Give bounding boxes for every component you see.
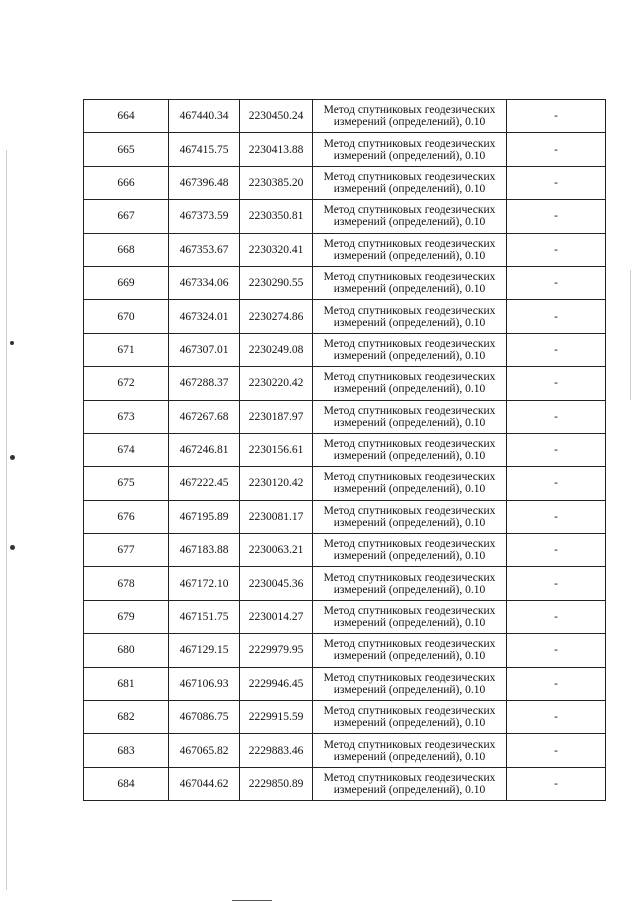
method-cell [313, 567, 507, 600]
point-number-cell: 680 [84, 634, 169, 667]
point-number-cell: 670 [84, 300, 169, 333]
table-row [84, 200, 606, 233]
point-number-cell: 681 [84, 667, 169, 700]
method-line-2: измерений (определений), 0.10 [333, 483, 486, 496]
method-cell [313, 767, 507, 800]
table-row [84, 433, 606, 466]
x-coordinate-cell: 467324.01 [169, 300, 240, 333]
note-cell: - [507, 400, 606, 433]
method-line-2: измерений (определений), 0.10 [333, 216, 486, 229]
method-line-1: Метод спутниковых геодезических [323, 638, 496, 651]
method-line-2: измерений (определений), 0.10 [333, 249, 486, 262]
x-coordinate-cell: 467307.01 [169, 333, 240, 366]
point-number-cell: 672 [84, 367, 169, 400]
table-row [84, 333, 606, 366]
method-line-1: Метод спутниковых геодезических [323, 705, 496, 718]
method-cell [313, 467, 507, 500]
x-coordinate-cell: 467106.93 [169, 667, 240, 700]
method-line-2: измерений (определений), 0.10 [333, 717, 486, 730]
coordinates-table-body [84, 100, 606, 801]
x-coordinate-cell: 467288.37 [169, 367, 240, 400]
note-cell: - [507, 133, 606, 166]
method-line-1: Метод спутниковых геодезических [323, 371, 496, 384]
y-coordinate-cell: 2230450.24 [240, 100, 313, 133]
point-number-cell: 676 [84, 500, 169, 533]
note-cell: - [507, 734, 606, 767]
point-number-cell: 665 [84, 133, 169, 166]
note-cell: - [507, 166, 606, 199]
point-number-cell: 674 [84, 433, 169, 466]
table-row [84, 701, 606, 734]
punch-hole-mark [10, 341, 14, 345]
method-line-2: измерений (определений), 0.10 [333, 617, 486, 630]
note-cell: - [507, 433, 606, 466]
method-line-2: измерений (определений), 0.10 [333, 516, 486, 529]
note-cell: - [507, 200, 606, 233]
x-coordinate-cell: 467044.62 [169, 767, 240, 800]
table-row [84, 367, 606, 400]
x-coordinate-cell: 467195.89 [169, 500, 240, 533]
note-cell: - [507, 667, 606, 700]
method-line-1: Метод спутниковых геодезических [323, 772, 496, 784]
note-cell: - [507, 266, 606, 299]
y-coordinate-cell: 2230290.55 [240, 266, 313, 299]
method-cell [313, 701, 507, 734]
y-coordinate-cell: 2230156.61 [240, 433, 313, 466]
x-coordinate-cell: 467129.15 [169, 634, 240, 667]
footer-stroke [232, 900, 272, 901]
method-cell [313, 200, 507, 233]
note-cell: - [507, 600, 606, 633]
x-coordinate-cell: 467334.06 [169, 266, 240, 299]
method-line-2: измерений (определений), 0.10 [333, 683, 486, 696]
method-line-1: Метод спутниковых геодезических [323, 237, 496, 250]
note-cell: - [507, 567, 606, 600]
point-number-cell: 683 [84, 734, 169, 767]
table-row [84, 166, 606, 199]
method-line-1: Метод спутниковых геодезических [323, 337, 496, 350]
method-cell [313, 734, 507, 767]
y-coordinate-cell: 2230274.86 [240, 300, 313, 333]
x-coordinate-cell: 467396.48 [169, 166, 240, 199]
method-cell [313, 333, 507, 366]
y-coordinate-cell: 2229915.59 [240, 701, 313, 734]
punch-hole-mark [10, 545, 15, 550]
method-cell [313, 100, 507, 133]
y-coordinate-cell: 2230220.42 [240, 367, 313, 400]
method-line-1: Метод спутниковых геодезических [323, 538, 496, 551]
method-line-1: Метод спутниковых геодезических [323, 271, 496, 284]
x-coordinate-cell: 467172.10 [169, 567, 240, 600]
table-row [84, 233, 606, 266]
method-line-2: измерений (определений), 0.10 [333, 182, 486, 195]
method-cell [313, 166, 507, 199]
y-coordinate-cell: 2230413.88 [240, 133, 313, 166]
y-coordinate-cell: 2230120.42 [240, 467, 313, 500]
method-cell [313, 433, 507, 466]
x-coordinate-cell: 467065.82 [169, 734, 240, 767]
point-number-cell: 667 [84, 200, 169, 233]
point-number-cell: 669 [84, 266, 169, 299]
note-cell: - [507, 233, 606, 266]
x-coordinate-cell: 467222.45 [169, 467, 240, 500]
x-coordinate-cell: 467151.75 [169, 600, 240, 633]
point-number-cell: 668 [84, 233, 169, 266]
method-line-2: измерений (определений), 0.10 [333, 750, 486, 763]
y-coordinate-cell: 2230014.27 [240, 600, 313, 633]
x-coordinate-cell: 467373.59 [169, 200, 240, 233]
point-number-cell: 675 [84, 467, 169, 500]
method-cell [313, 300, 507, 333]
note-cell: - [507, 300, 606, 333]
method-cell [313, 634, 507, 667]
x-coordinate-cell: 467415.75 [169, 133, 240, 166]
point-number-cell: 678 [84, 567, 169, 600]
note-cell: - [507, 467, 606, 500]
table-row [84, 567, 606, 600]
method-line-2: измерений (определений), 0.10 [333, 116, 486, 129]
punch-hole-mark [10, 455, 15, 460]
point-number-cell: 679 [84, 600, 169, 633]
y-coordinate-cell: 2230385.20 [240, 166, 313, 199]
method-line-1: Метод спутниковых геодезических [323, 104, 496, 117]
x-coordinate-cell: 467183.88 [169, 534, 240, 567]
x-coordinate-cell: 467246.81 [169, 433, 240, 466]
note-cell: - [507, 634, 606, 667]
table-row [84, 534, 606, 567]
x-coordinate-cell: 467440.34 [169, 100, 240, 133]
method-line-2: измерений (определений), 0.10 [333, 650, 486, 663]
table-row [84, 467, 606, 500]
scan-edge-right [630, 270, 631, 400]
table-row [84, 300, 606, 333]
y-coordinate-cell: 2230063.21 [240, 534, 313, 567]
point-number-cell: 682 [84, 701, 169, 734]
method-cell [313, 534, 507, 567]
method-cell [313, 133, 507, 166]
method-line-2: измерений (определений), 0.10 [333, 583, 486, 596]
y-coordinate-cell: 2230081.17 [240, 500, 313, 533]
note-cell: - [507, 767, 606, 800]
method-line-2: измерений (определений), 0.10 [333, 550, 486, 563]
method-line-1: Метод спутниковых геодезических [323, 204, 496, 217]
coordinates-table [83, 99, 606, 801]
method-line-2: измерений (определений), 0.10 [333, 316, 486, 329]
method-line-1: Метод спутниковых геодезических [323, 304, 496, 317]
table-row [84, 767, 606, 800]
point-number-cell: 673 [84, 400, 169, 433]
method-line-1: Метод спутниковых геодезических [323, 605, 496, 618]
method-line-2: измерений (определений), 0.10 [333, 383, 486, 396]
table-row [84, 667, 606, 700]
table-row [84, 734, 606, 767]
table-row [84, 133, 606, 166]
table-row [84, 266, 606, 299]
method-line-1: Метод спутниковых геодезических [323, 571, 496, 584]
method-cell [313, 500, 507, 533]
point-number-cell: 677 [84, 534, 169, 567]
method-cell [313, 600, 507, 633]
method-cell [313, 233, 507, 266]
scan-edge-left [6, 150, 7, 890]
y-coordinate-cell: 2229946.45 [240, 667, 313, 700]
point-number-cell: 666 [84, 166, 169, 199]
method-cell [313, 266, 507, 299]
method-line-2: измерений (определений), 0.10 [333, 450, 486, 463]
y-coordinate-cell: 2229883.46 [240, 734, 313, 767]
method-line-1: Метод спутниковых геодезических [323, 471, 496, 484]
note-cell: - [507, 701, 606, 734]
method-cell [313, 667, 507, 700]
point-number-cell: 684 [84, 767, 169, 800]
x-coordinate-cell: 467267.68 [169, 400, 240, 433]
method-line-1: Метод спутниковых геодезических [323, 438, 496, 451]
y-coordinate-cell: 2229979.95 [240, 634, 313, 667]
y-coordinate-cell: 2230187.97 [240, 400, 313, 433]
table-row [84, 600, 606, 633]
method-line-2: измерений (определений), 0.10 [333, 149, 486, 162]
method-cell [313, 367, 507, 400]
method-line-1: Метод спутниковых геодезических [323, 137, 496, 150]
method-line-1: Метод спутниковых геодезических [323, 404, 496, 417]
method-line-1: Метод спутниковых геодезических [323, 671, 496, 684]
method-cell [313, 400, 507, 433]
note-cell: - [507, 534, 606, 567]
point-number-cell: 664 [84, 100, 169, 133]
note-cell: - [507, 367, 606, 400]
x-coordinate-cell: 467086.75 [169, 701, 240, 734]
table-row [84, 100, 606, 133]
y-coordinate-cell: 2229850.89 [240, 767, 313, 800]
method-line-2: измерений (определений), 0.10 [333, 784, 486, 796]
method-line-1: Метод спутниковых геодезических [323, 504, 496, 517]
method-line-1: Метод спутниковых геодезических [323, 170, 496, 183]
table-row [84, 500, 606, 533]
point-number-cell: 671 [84, 333, 169, 366]
method-line-2: измерений (определений), 0.10 [333, 283, 486, 296]
method-line-1: Метод спутниковых геодезических [323, 738, 496, 751]
note-cell: - [507, 100, 606, 133]
table-row [84, 400, 606, 433]
method-line-2: измерений (определений), 0.10 [333, 349, 486, 362]
y-coordinate-cell: 2230045.36 [240, 567, 313, 600]
y-coordinate-cell: 2230320.41 [240, 233, 313, 266]
note-cell: - [507, 333, 606, 366]
table-row [84, 634, 606, 667]
y-coordinate-cell: 2230350.81 [240, 200, 313, 233]
note-cell: - [507, 500, 606, 533]
x-coordinate-cell: 467353.67 [169, 233, 240, 266]
method-line-2: измерений (определений), 0.10 [333, 416, 486, 429]
y-coordinate-cell: 2230249.08 [240, 333, 313, 366]
